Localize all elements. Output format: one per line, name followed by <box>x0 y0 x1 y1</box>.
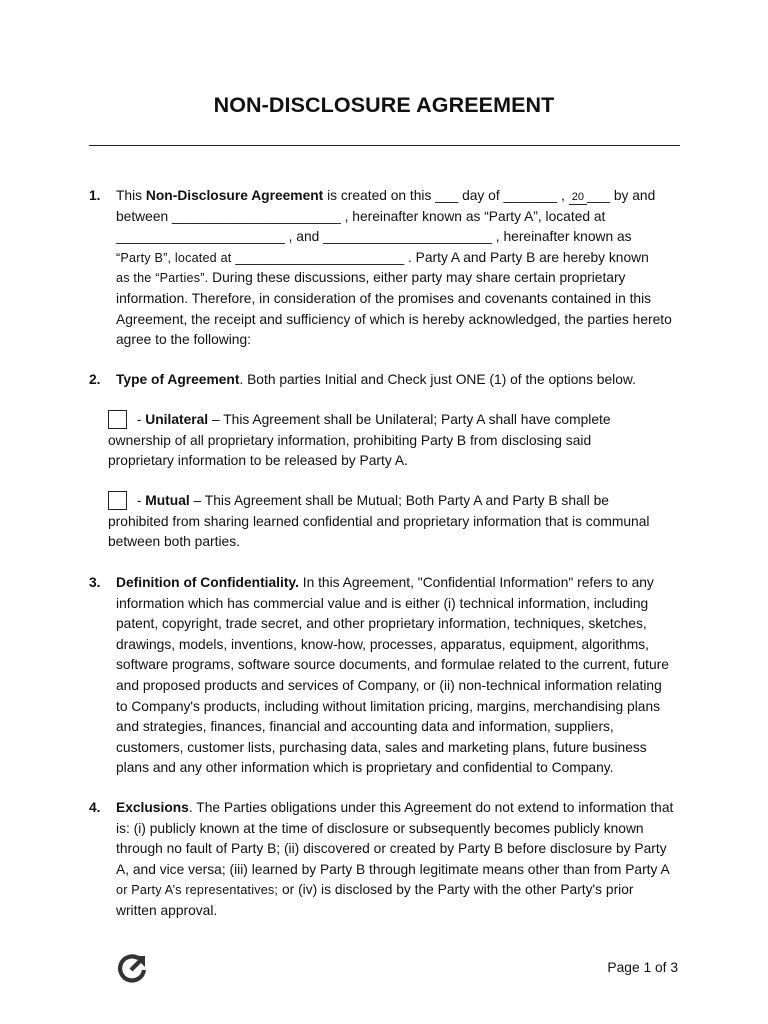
mutual-checkbox[interactable] <box>108 491 127 510</box>
document-title: NON-DISCLOSURE AGREEMENT <box>213 93 555 117</box>
page-number: Page 1 of 3 <box>607 960 678 975</box>
s4-line-1: Exclusions. The Parties obligations under this Agreement do not extend to information that <box>116 800 674 815</box>
section-number: 1. <box>89 188 101 203</box>
s1-line-8: agree to the following: <box>116 332 251 348</box>
s1-line-2: between ______________________ , hereinafter known as “Party A”, located at <box>116 208 606 224</box>
option-mutual: - Mutual – This Agreement shall be Mutual; Both Party A and Party B shall be prohibited from sharing learned confidential and proprietary information that is communal between both parties. <box>108 493 650 550</box>
section-number: 4. <box>89 800 101 815</box>
s1-line-4: “Party B”, located at ______________________ . Party A and Party B are hereby known <box>116 249 649 265</box>
section-1 <box>89 186 679 351</box>
s1-line-5: as the “Parties”. During these discussions, either party may share certain proprietary <box>116 270 626 286</box>
brand-logo-icon <box>116 952 148 984</box>
s1-line-3: ______________________ , and ______________________ , hereinafter known as <box>116 229 632 245</box>
s3-line-1: Definition of Confidentiality. In this Agreement, "Confidential Information" refers to any <box>116 575 654 590</box>
s2-line-1: Type of Agreement. Both parties Initial and Check just ONE (1) of the options below. <box>116 372 636 387</box>
s1-line-1: This Non-Disclosure Agreement is created on this ___ day of _______ , 20 ___ by and <box>116 188 656 203</box>
option-unilateral: - Unilateral – This Agreement shall be Unilateral; Party A shall have complete ownership of all proprietary information, prohibiting Party B from disclosing said proprietary information to be released by Party A. <box>108 412 611 469</box>
section-number: 3. <box>89 575 101 590</box>
section-3: 3. Definition of Confidentiality. In this Agreement, "Confidential Information" refers to any information which has commercial value and is either (i) technical information, including patent, copyright, trade secret, and other proprietary information, techniques, sketches, drawings, models, inventions, know-how, processes, apparatus, equipment, algorithms, software programs, software source documents, and formulae related to the current, future and proposed products and services of Company, or (ii) non-technical information relating to Company's products, including without limitation pricing, margins, merchandising plans and strategies, finances, financial and accounting data and information, suppliers, customers, customer lists, purchasing data, sales and marketing plans, future business plans and any other information which is proprietary and confidential to Company. <box>89 573 679 779</box>
section-number: 2. <box>89 372 101 387</box>
year-field[interactable]: 20 <box>569 191 587 205</box>
section-4: 4. Exclusions. The Parties obligations under this Agreement do not extend to information that is: (i) publicly known at the time of disclosure or subsequently becomes publicly known through no fault of Party B; (ii) discovered or created by Party B before disclosure by Party A, and vice versa; (iii) learned by Party B through legitimate means other than from Party A or Party A’s representatives; or (iv) is disclosed by the Party with the other Party's prior written approval. <box>89 798 679 922</box>
s1-line-7: Agreement, the receipt and sufficiency of which is hereby acknowledged, the parties hereto <box>116 311 672 327</box>
unilateral-checkbox[interactable] <box>108 410 127 429</box>
title-rule <box>89 145 680 146</box>
s1-line-6: information. Therefore, in consideration of the promises and covenants contained in this <box>116 290 652 306</box>
section-2 <box>89 370 679 391</box>
